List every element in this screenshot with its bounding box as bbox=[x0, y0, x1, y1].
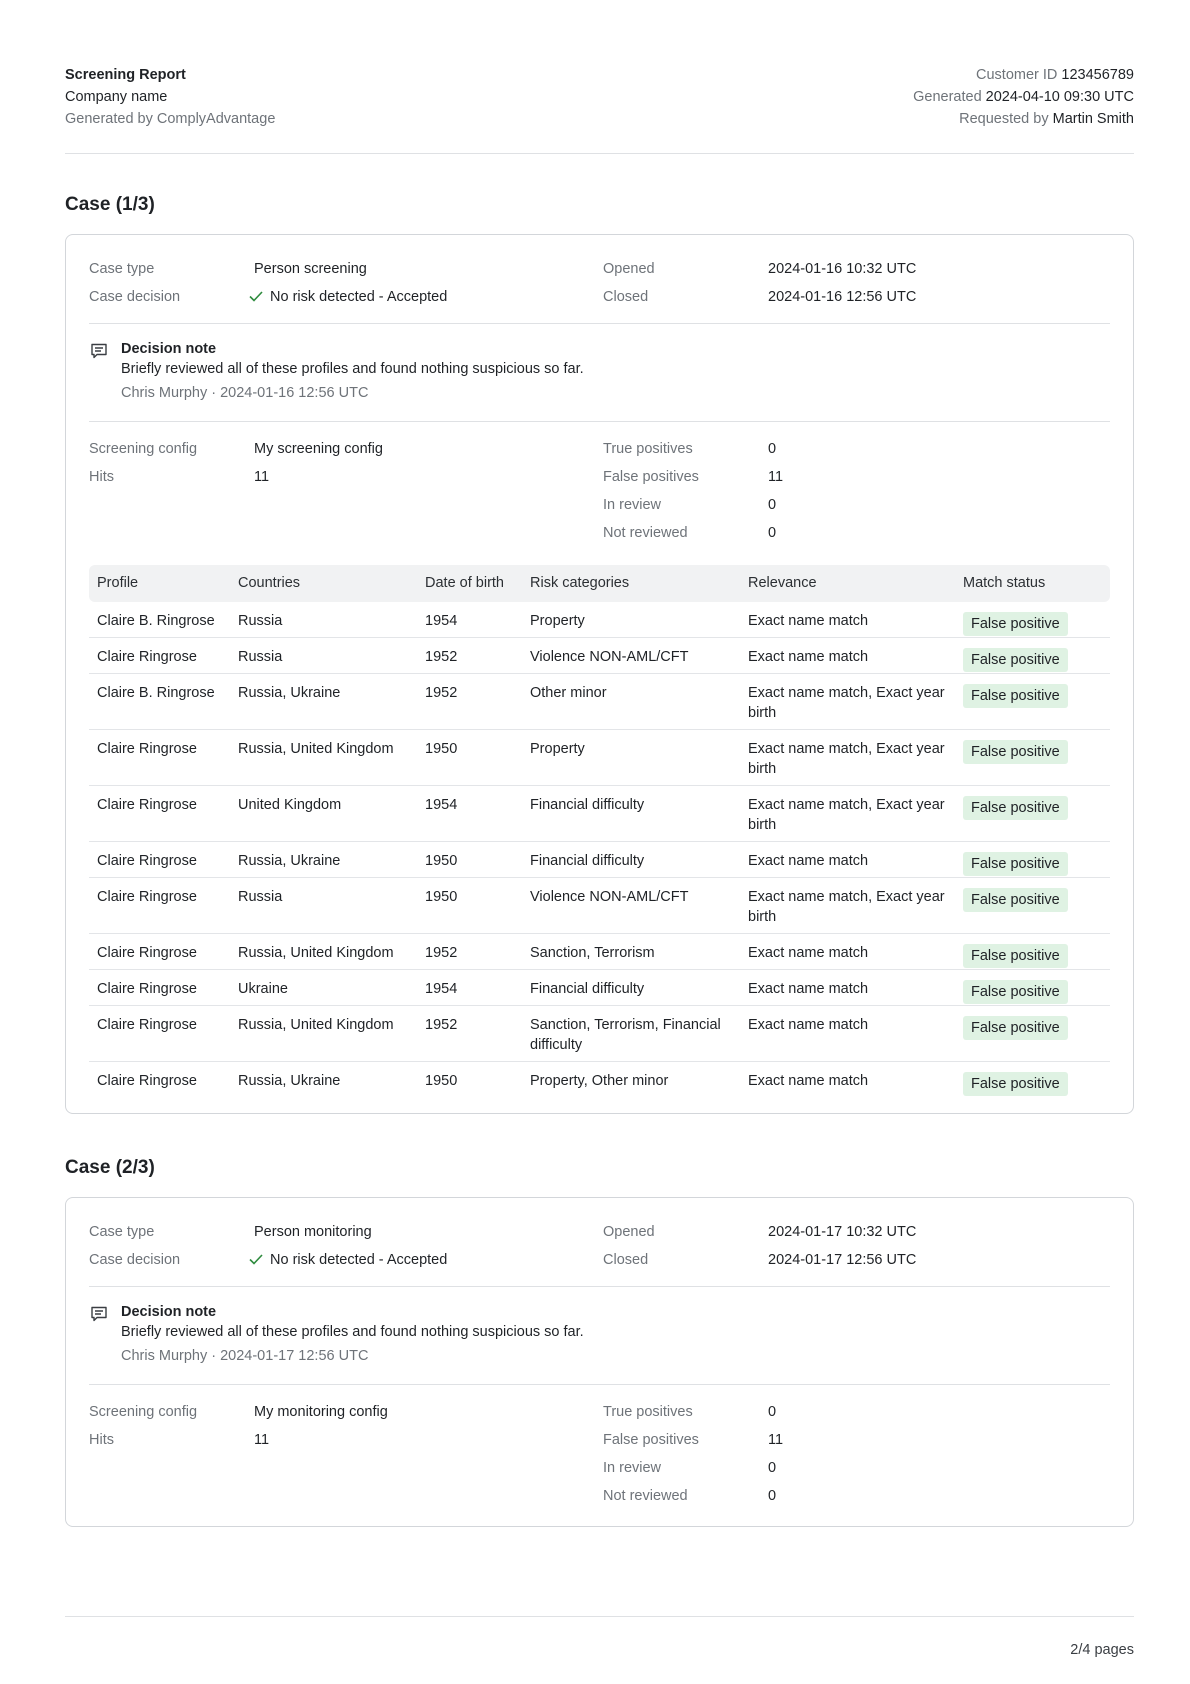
cell-dob: 1950 bbox=[425, 1073, 458, 1089]
customer-id-line bbox=[913, 64, 1134, 86]
cell-profile: Claire Ringrose bbox=[97, 797, 197, 813]
status-badge: False positive bbox=[963, 944, 1068, 968]
company-name: Company name bbox=[65, 89, 168, 105]
cell-profile: Claire Ringrose bbox=[97, 889, 197, 905]
cell-dob: 1950 bbox=[425, 853, 458, 869]
opened-label: Opened bbox=[603, 261, 655, 277]
in-review-label: In review bbox=[603, 497, 662, 513]
decision-note-text: Briefly reviewed all of these profiles and found nothing suspicious so far. bbox=[121, 361, 584, 377]
cell-countries: Russia, Ukraine bbox=[238, 685, 341, 701]
table-row bbox=[89, 786, 1110, 842]
generated-line bbox=[913, 86, 1134, 108]
table-row bbox=[89, 970, 1110, 1006]
opened-value: 2024-01-16 10:32 UTC bbox=[768, 261, 917, 277]
decision-note-title: Decision note bbox=[121, 341, 217, 357]
comment-icon bbox=[89, 341, 109, 361]
cell-countries: Russia, United Kingdom bbox=[238, 741, 394, 757]
status-badge: False positive bbox=[963, 1072, 1068, 1096]
cell-relevance: Exact name match, Exact year birth bbox=[748, 797, 945, 833]
cell-profile: Claire Ringrose bbox=[97, 649, 197, 665]
cell-risk: Property bbox=[530, 741, 585, 757]
divider bbox=[89, 323, 1110, 324]
cell-relevance: Exact name match, Exact year birth bbox=[748, 685, 945, 721]
hits-label: Hits bbox=[89, 469, 114, 485]
cell-dob: 1952 bbox=[425, 1017, 458, 1033]
table-header bbox=[89, 565, 1110, 602]
cell-profile: Claire Ringrose bbox=[97, 853, 197, 869]
requested-label: Requested by bbox=[959, 111, 1049, 127]
cell-risk: Property bbox=[530, 613, 585, 629]
comment-icon bbox=[89, 1304, 109, 1324]
status-badge: False positive bbox=[963, 684, 1068, 708]
cell-risk: Property, Other minor bbox=[530, 1073, 669, 1089]
cell-relevance: Exact name match bbox=[748, 853, 869, 869]
cell-dob: 1954 bbox=[425, 613, 458, 629]
cell-dob: 1952 bbox=[425, 945, 458, 961]
decision-note-text: Briefly reviewed all of these profiles and found nothing suspicious so far. bbox=[121, 1324, 584, 1340]
cell-countries: Russia bbox=[238, 613, 283, 629]
col-profile: Profile bbox=[97, 575, 139, 591]
cell-profile: Claire Ringrose bbox=[97, 1073, 197, 1089]
closed-label: Closed bbox=[603, 289, 649, 305]
cell-relevance: Exact name match bbox=[748, 649, 869, 665]
cell-risk: Financial difficulty bbox=[530, 853, 645, 869]
cell-risk: Financial difficulty bbox=[530, 981, 645, 997]
divider bbox=[89, 1384, 1110, 1385]
cell-dob: 1950 bbox=[425, 741, 458, 757]
cell-relevance: Exact name match bbox=[748, 1073, 869, 1089]
status-badge: False positive bbox=[963, 888, 1068, 912]
false-positives-label: False positives bbox=[603, 469, 699, 485]
status-badge: False positive bbox=[963, 980, 1068, 1004]
case-type-label: Case type bbox=[89, 1224, 155, 1240]
screening-config-value: My monitoring config bbox=[254, 1404, 388, 1420]
status-badge: False positive bbox=[963, 852, 1068, 876]
cell-countries: Russia, Ukraine bbox=[238, 853, 341, 869]
cell-profile: Claire Ringrose bbox=[97, 1017, 197, 1033]
table-row bbox=[89, 1006, 1110, 1062]
true-positives-value: 0 bbox=[768, 1404, 777, 1420]
decision-note-title: Decision note bbox=[121, 1304, 217, 1320]
check-icon bbox=[248, 1251, 264, 1267]
divider bbox=[89, 1286, 1110, 1287]
case-1-title: Case (1/3) bbox=[65, 194, 155, 215]
case-2-title: Case (2/3) bbox=[65, 1157, 155, 1178]
generated-by: Generated by ComplyAdvantage bbox=[65, 111, 276, 127]
status-badge: False positive bbox=[963, 796, 1068, 820]
report-title: Screening Report bbox=[65, 67, 186, 83]
col-match-status: Match status bbox=[963, 575, 1046, 591]
hits-value: 11 bbox=[254, 469, 270, 485]
cell-relevance: Exact name match bbox=[748, 981, 869, 997]
case-type-value: Person screening bbox=[254, 261, 367, 277]
false-positives-value: 11 bbox=[768, 469, 784, 485]
table-row bbox=[89, 878, 1110, 934]
decision-note-meta: Chris Murphy · 2024-01-16 12:56 UTC bbox=[121, 385, 369, 401]
cell-dob: 1952 bbox=[425, 649, 458, 665]
case-decision-value bbox=[248, 283, 447, 311]
cell-profile: Claire Ringrose bbox=[97, 741, 197, 757]
cell-dob: 1950 bbox=[425, 889, 458, 905]
col-date-of-birth: Date of birth bbox=[425, 575, 504, 591]
check-icon bbox=[248, 288, 264, 304]
cell-risk: Other minor bbox=[530, 685, 607, 701]
cell-profile: Claire B. Ringrose bbox=[97, 685, 215, 701]
customer-id-value: 123456789 bbox=[1061, 67, 1134, 83]
not-reviewed-value: 0 bbox=[768, 1488, 777, 1504]
cell-risk: Violence NON-AML/CFT bbox=[530, 889, 689, 905]
true-positives-label: True positives bbox=[603, 1404, 693, 1420]
cell-risk: Sanction, Terrorism, Financial difficulty bbox=[530, 1017, 721, 1053]
cell-dob: 1952 bbox=[425, 685, 458, 701]
cell-risk: Financial difficulty bbox=[530, 797, 645, 813]
cell-profile: Claire B. Ringrose bbox=[97, 613, 215, 629]
case-decision-text: No risk detected - Accepted bbox=[270, 1252, 448, 1268]
hits-label: Hits bbox=[89, 1432, 114, 1448]
case-type-value: Person monitoring bbox=[254, 1224, 372, 1240]
screening-config-value: My screening config bbox=[254, 441, 383, 457]
col-risk-categories: Risk categories bbox=[530, 575, 630, 591]
hits-table bbox=[89, 565, 1110, 1102]
col-relevance: Relevance bbox=[748, 575, 817, 591]
closed-value: 2024-01-16 12:56 UTC bbox=[768, 289, 917, 305]
table-row bbox=[89, 638, 1110, 674]
col-countries: Countries bbox=[238, 575, 301, 591]
not-reviewed-label: Not reviewed bbox=[603, 1488, 688, 1504]
header-left bbox=[65, 64, 275, 130]
page-count: 2/4 pages bbox=[1070, 1642, 1134, 1658]
true-positives-value: 0 bbox=[768, 441, 777, 457]
case-decision-text: No risk detected - Accepted bbox=[270, 289, 448, 305]
table-row bbox=[89, 730, 1110, 786]
requested-line bbox=[913, 108, 1134, 130]
header-right bbox=[913, 64, 1134, 130]
cell-relevance: Exact name match, Exact year birth bbox=[748, 889, 945, 925]
case-2-card bbox=[65, 1197, 1134, 1527]
true-positives-label: True positives bbox=[603, 441, 693, 457]
customer-id-label: Customer ID bbox=[976, 67, 1058, 83]
requested-value: Martin Smith bbox=[1052, 111, 1134, 127]
cell-countries: Russia, United Kingdom bbox=[238, 945, 394, 961]
status-badge: False positive bbox=[963, 612, 1068, 636]
closed-value: 2024-01-17 12:56 UTC bbox=[768, 1252, 917, 1268]
report-page bbox=[65, 0, 1134, 1684]
screening-config-label: Screening config bbox=[89, 441, 198, 457]
page-footer bbox=[65, 1616, 1134, 1658]
table-row bbox=[89, 602, 1110, 638]
cell-dob: 1954 bbox=[425, 797, 458, 813]
cell-dob: 1954 bbox=[425, 981, 458, 997]
table-row bbox=[89, 674, 1110, 730]
cell-profile: Claire Ringrose bbox=[97, 945, 197, 961]
status-badge: False positive bbox=[963, 740, 1068, 764]
generated-value: 2024-04-10 09:30 UTC bbox=[985, 89, 1134, 105]
cell-relevance: Exact name match bbox=[748, 613, 869, 629]
case-decision-label: Case decision bbox=[89, 289, 181, 305]
cell-countries: Russia, United Kingdom bbox=[238, 1017, 394, 1033]
cell-countries: Ukraine bbox=[238, 981, 288, 997]
table-row bbox=[89, 934, 1110, 970]
opened-label: Opened bbox=[603, 1224, 655, 1240]
in-review-value: 0 bbox=[768, 1460, 777, 1476]
case-decision-value bbox=[248, 1246, 447, 1274]
hits-value: 11 bbox=[254, 1432, 270, 1448]
case-1-card bbox=[65, 234, 1134, 1114]
not-reviewed-label: Not reviewed bbox=[603, 525, 688, 541]
status-badge: False positive bbox=[963, 648, 1068, 672]
cell-relevance: Exact name match bbox=[748, 945, 869, 961]
cell-countries: United Kingdom bbox=[238, 797, 342, 813]
not-reviewed-value: 0 bbox=[768, 525, 777, 541]
report-header bbox=[65, 64, 1134, 154]
decision-note-meta: Chris Murphy · 2024-01-17 12:56 UTC bbox=[121, 1348, 369, 1364]
generated-label: Generated bbox=[913, 89, 982, 105]
cell-countries: Russia bbox=[238, 649, 283, 665]
case-decision-label: Case decision bbox=[89, 1252, 181, 1268]
opened-value: 2024-01-17 10:32 UTC bbox=[768, 1224, 917, 1240]
cell-relevance: Exact name match, Exact year birth bbox=[748, 741, 945, 777]
cell-risk: Violence NON-AML/CFT bbox=[530, 649, 689, 665]
screening-config-label: Screening config bbox=[89, 1404, 198, 1420]
cell-risk: Sanction, Terrorism bbox=[530, 945, 655, 961]
case-type-label: Case type bbox=[89, 261, 155, 277]
cell-profile: Claire Ringrose bbox=[97, 981, 197, 997]
cell-countries: Russia bbox=[238, 889, 283, 905]
closed-label: Closed bbox=[603, 1252, 649, 1268]
in-review-label: In review bbox=[603, 1460, 662, 1476]
cell-relevance: Exact name match bbox=[748, 1017, 869, 1033]
cell-countries: Russia, Ukraine bbox=[238, 1073, 341, 1089]
table-row bbox=[89, 1062, 1110, 1102]
status-badge: False positive bbox=[963, 1016, 1068, 1040]
in-review-value: 0 bbox=[768, 497, 777, 513]
divider bbox=[89, 421, 1110, 422]
false-positives-value: 11 bbox=[768, 1432, 784, 1448]
false-positives-label: False positives bbox=[603, 1432, 699, 1448]
table-row bbox=[89, 842, 1110, 878]
